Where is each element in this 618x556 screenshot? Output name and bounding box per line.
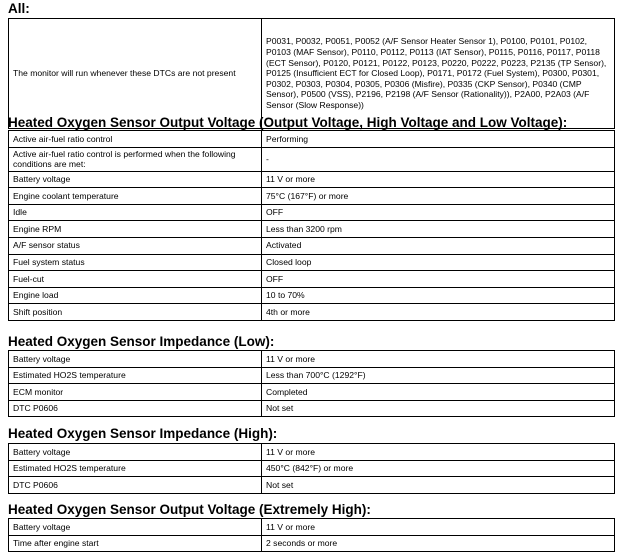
condition-value: 11 V or more (262, 171, 615, 188)
condition-value: Less than 3200 rpm (262, 221, 615, 238)
condition-label: Engine RPM (9, 221, 262, 238)
table-row (9, 237, 615, 254)
condition-label: DTC P0606 (9, 477, 262, 494)
table-row (9, 519, 615, 536)
section-title-impedance-high: Heated Oxygen Sensor Impedance (High): (8, 426, 278, 441)
table-row (9, 384, 615, 401)
table-output-voltage (8, 130, 615, 321)
table-row (9, 287, 615, 304)
table-row (9, 147, 615, 171)
condition-label: Fuel system status (9, 254, 262, 271)
table-row (9, 19, 615, 129)
table-row (9, 221, 615, 238)
condition-value: Closed loop (262, 254, 615, 271)
table-row (9, 304, 615, 321)
condition-value: 11 V or more (262, 351, 615, 368)
condition-label: A/F sensor status (9, 237, 262, 254)
condition-label: Battery voltage (9, 519, 262, 536)
condition-label: Engine load (9, 287, 262, 304)
condition-label: Engine coolant temperature (9, 188, 262, 205)
condition-value: Performing (262, 131, 615, 148)
table-row (9, 477, 615, 494)
table-row (9, 460, 615, 477)
table-all (8, 18, 615, 129)
condition-label: Battery voltage (9, 351, 262, 368)
table-row (9, 188, 615, 205)
section-title-all: All: (8, 1, 30, 16)
condition-value: - (262, 147, 615, 171)
table-row (9, 367, 615, 384)
condition-label: Shift position (9, 304, 262, 321)
condition-value: Activated (262, 237, 615, 254)
table-row (9, 400, 615, 417)
condition-label: Battery voltage (9, 171, 262, 188)
condition-label: Time after engine start (9, 535, 262, 552)
condition-label: Estimated HO2S temperature (9, 367, 262, 384)
condition-value: Not set (262, 400, 615, 417)
condition-value: 11 V or more (262, 444, 615, 461)
condition-value: 11 V or more (262, 519, 615, 536)
section-title-output-voltage-extreme: Heated Oxygen Sensor Output Voltage (Extremely High): (8, 502, 371, 517)
condition-label: DTC P0606 (9, 400, 262, 417)
condition-value: 4th or more (262, 304, 615, 321)
condition-value: P0031, P0032, P0051, P0052 (A/F Sensor Heater Sensor 1), P0100, P0101, P0102, P0103 (MAF Sensor), P0110, P0112, P0113 (IAT Sensor), P0115, P0116, P0117, P0118 (ECT Sensor), P0120, P0121, P0122, P0123, P0220, P0222, P0223, P2135 (TP Sensor), P0125 (Insufficient ECT for Closed Loop), P0171, P0172 (Fuel System), P0300, P0301, P0302, P0303, P0304, P0305, P0306 (Misfire), P0335 (CKP Sensor), P0340 (CMP Sensor), P0500 (VSS), P2196, P2198 (A/F Sensor (Rationality)), P2A00, P2A03 (A/F Sensor (Slow Response)) (262, 19, 615, 129)
table-row (9, 351, 615, 368)
table-row (9, 254, 615, 271)
condition-label: ECM monitor (9, 384, 262, 401)
condition-label: Battery voltage (9, 444, 262, 461)
table-row (9, 535, 615, 552)
table-impedance-high (8, 443, 615, 494)
condition-label: The monitor will run whenever these DTCs are not present (9, 19, 262, 129)
condition-value: OFF (262, 271, 615, 288)
section-title-output-voltage: Heated Oxygen Sensor Output Voltage (Output Voltage, High Voltage and Low Voltage): (8, 115, 568, 130)
condition-value: 2 seconds or more (262, 535, 615, 552)
table-impedance-low (8, 350, 615, 417)
condition-value: Less than 700°C (1292°F) (262, 367, 615, 384)
condition-label: Fuel-cut (9, 271, 262, 288)
table-row (9, 171, 615, 188)
table-row (9, 204, 615, 221)
table-row (9, 444, 615, 461)
condition-label: Active air-fuel ratio control (9, 131, 262, 148)
condition-value: 450°C (842°F) or more (262, 460, 615, 477)
condition-label: Active air-fuel ratio control is performed when the following conditions are met: (9, 147, 262, 171)
table-output-voltage-extreme (8, 518, 615, 552)
condition-value: Completed (262, 384, 615, 401)
condition-value: OFF (262, 204, 615, 221)
condition-value: 75°C (167°F) or more (262, 188, 615, 205)
table-row (9, 271, 615, 288)
condition-value: Not set (262, 477, 615, 494)
table-row (9, 131, 615, 148)
section-title-impedance-low: Heated Oxygen Sensor Impedance (Low): (8, 334, 275, 349)
condition-label: Estimated HO2S temperature (9, 460, 262, 477)
condition-value: 10 to 70% (262, 287, 615, 304)
condition-label: Idle (9, 204, 262, 221)
